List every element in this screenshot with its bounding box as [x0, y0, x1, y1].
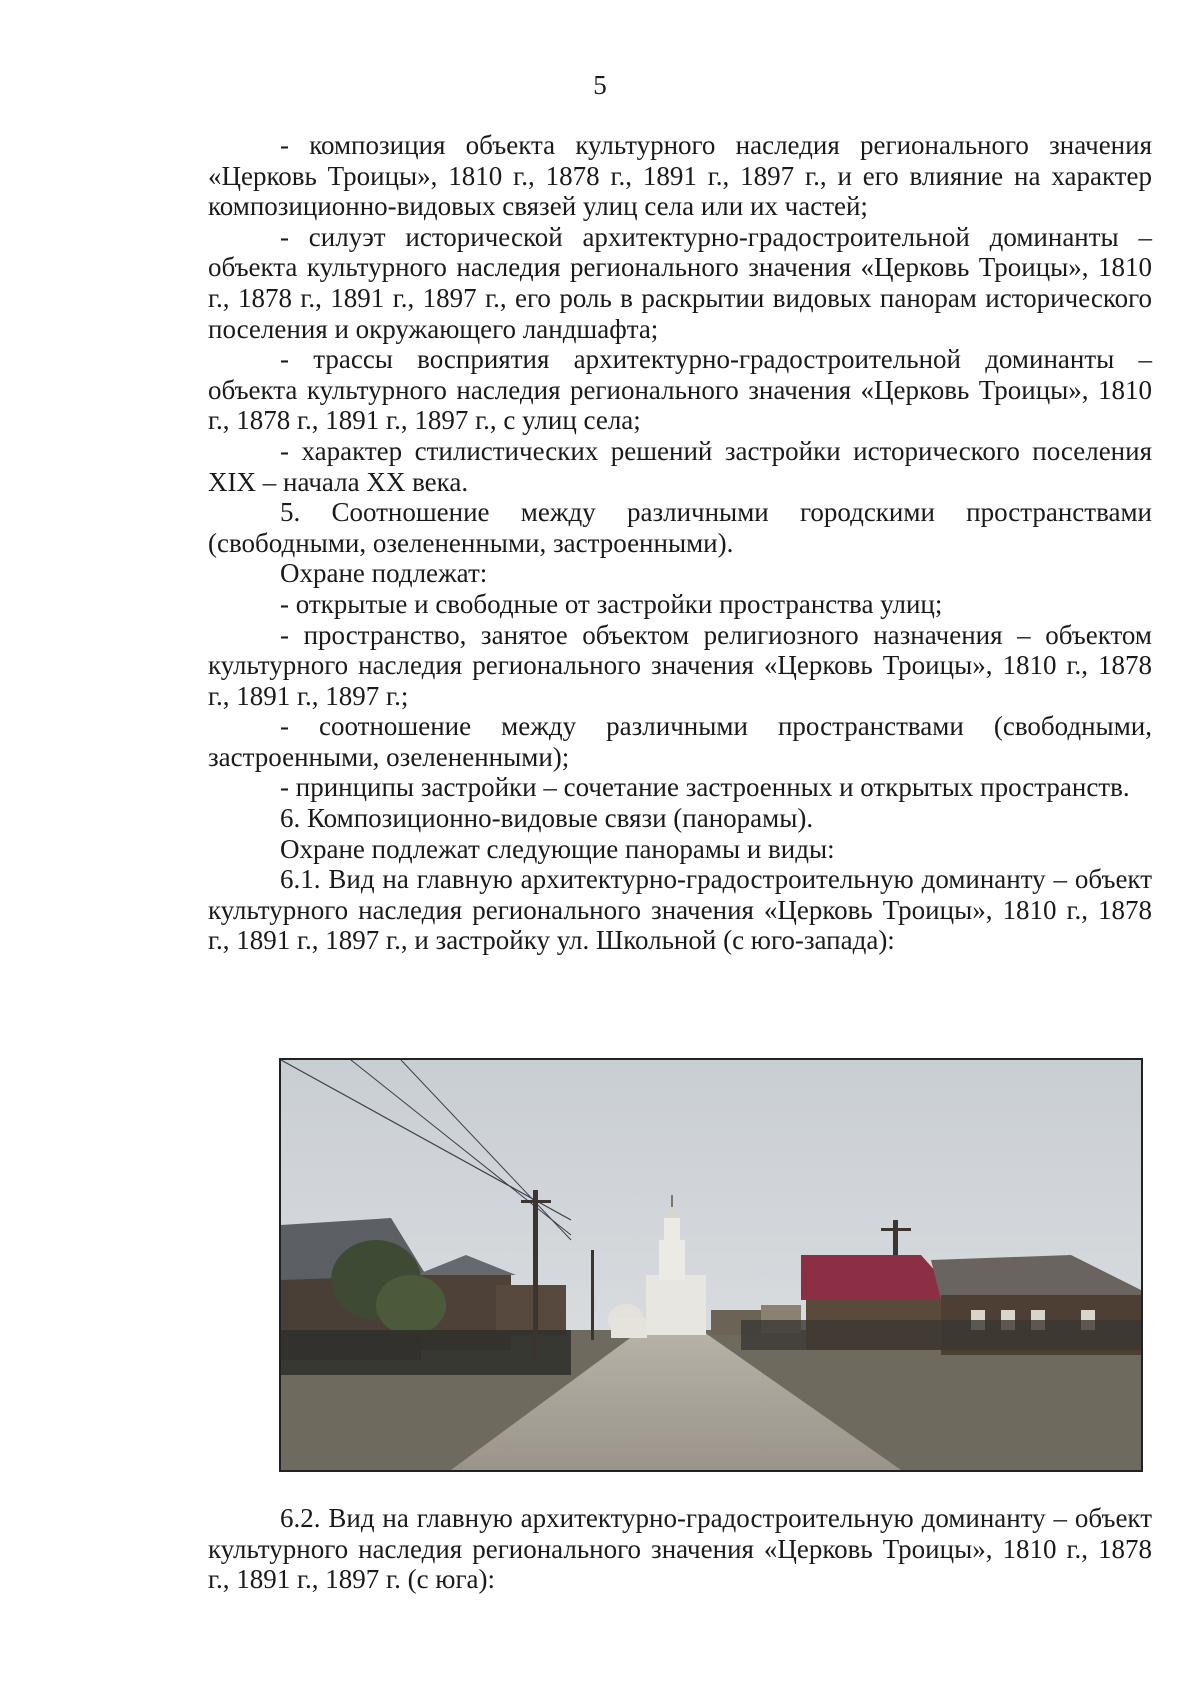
paragraph: - соотношение между различными пространствами (свободными, застроенными, озелененными);	[208, 711, 1152, 772]
paragraph: - силуэт исторической архитектурно-градостроительной доминанты – объекта культурного наследия регионального значения «Церковь Троицы», 1810 г., 1878 г., 1891 г., 1897 г., его роль в раскрытии видовых панорам исторического поселения и окружающего ландшафта;	[208, 221, 1152, 344]
paragraph: 6.2. Вид на главную архитектурно-градостроительную доминанту – объект культурного наследия регионального значения «Церковь Троицы», 1810 г., 1878 г., 1891 г., 1897 г. (с юга):	[208, 1503, 1152, 1595]
paragraph: - пространство, занятое объектом религиозного назначения – объектом культурного наследия регионального значения «Церковь Троицы», 1810 г., 1878 г., 1891 г., 1897 г.;	[208, 619, 1152, 711]
paragraph: 6. Композиционно-видовые связи (панорамы).	[280, 803, 814, 834]
page-number: 5	[593, 70, 607, 100]
paragraph: - открытые и свободные от застройки пространства улиц;	[280, 588, 943, 619]
body-text-bottom	[208, 1503, 1152, 1595]
photo-church-view	[279, 1058, 1143, 1472]
body-text-top	[208, 130, 1152, 956]
paragraph: - характер стилистических решений застройки исторического поселения XIX – начала XX века.	[208, 435, 1152, 497]
paragraph: 5. Соотношение между различными городскими пространствами (свободными, озелененными, застроенными).	[208, 497, 1152, 558]
paragraph: - трассы восприятия архитектурно-градостроительной доминанты – объекта культурного наследия регионального значения «Церковь Троицы», 1810 г., 1878 г., 1891 г., 1897 г., с улиц села;	[208, 344, 1152, 436]
photo-illustration	[281, 1060, 1141, 1470]
paragraph: Охране подлежат следующие панорамы и виды:	[280, 833, 835, 864]
paragraph: - композиция объекта культурного наследия регионального значения «Церковь Троицы», 1810 г., 1878 г., 1891 г., 1897 г., и его влияние на характер композиционно-видовых связей улиц села или их частей;	[208, 130, 1152, 222]
paragraph: Охране подлежат:	[280, 558, 488, 589]
paragraph: - принципы застройки – сочетание застроенных и открытых пространств.	[280, 772, 1130, 803]
paragraph: 6.1. Вид на главную архитектурно-градостроительную доминанту – объект культурного наследия регионального значения «Церковь Троицы», 1810 г., 1878 г., 1891 г., 1897 г., и застройку ул. Школьной (с юго-запада):	[208, 864, 1152, 956]
